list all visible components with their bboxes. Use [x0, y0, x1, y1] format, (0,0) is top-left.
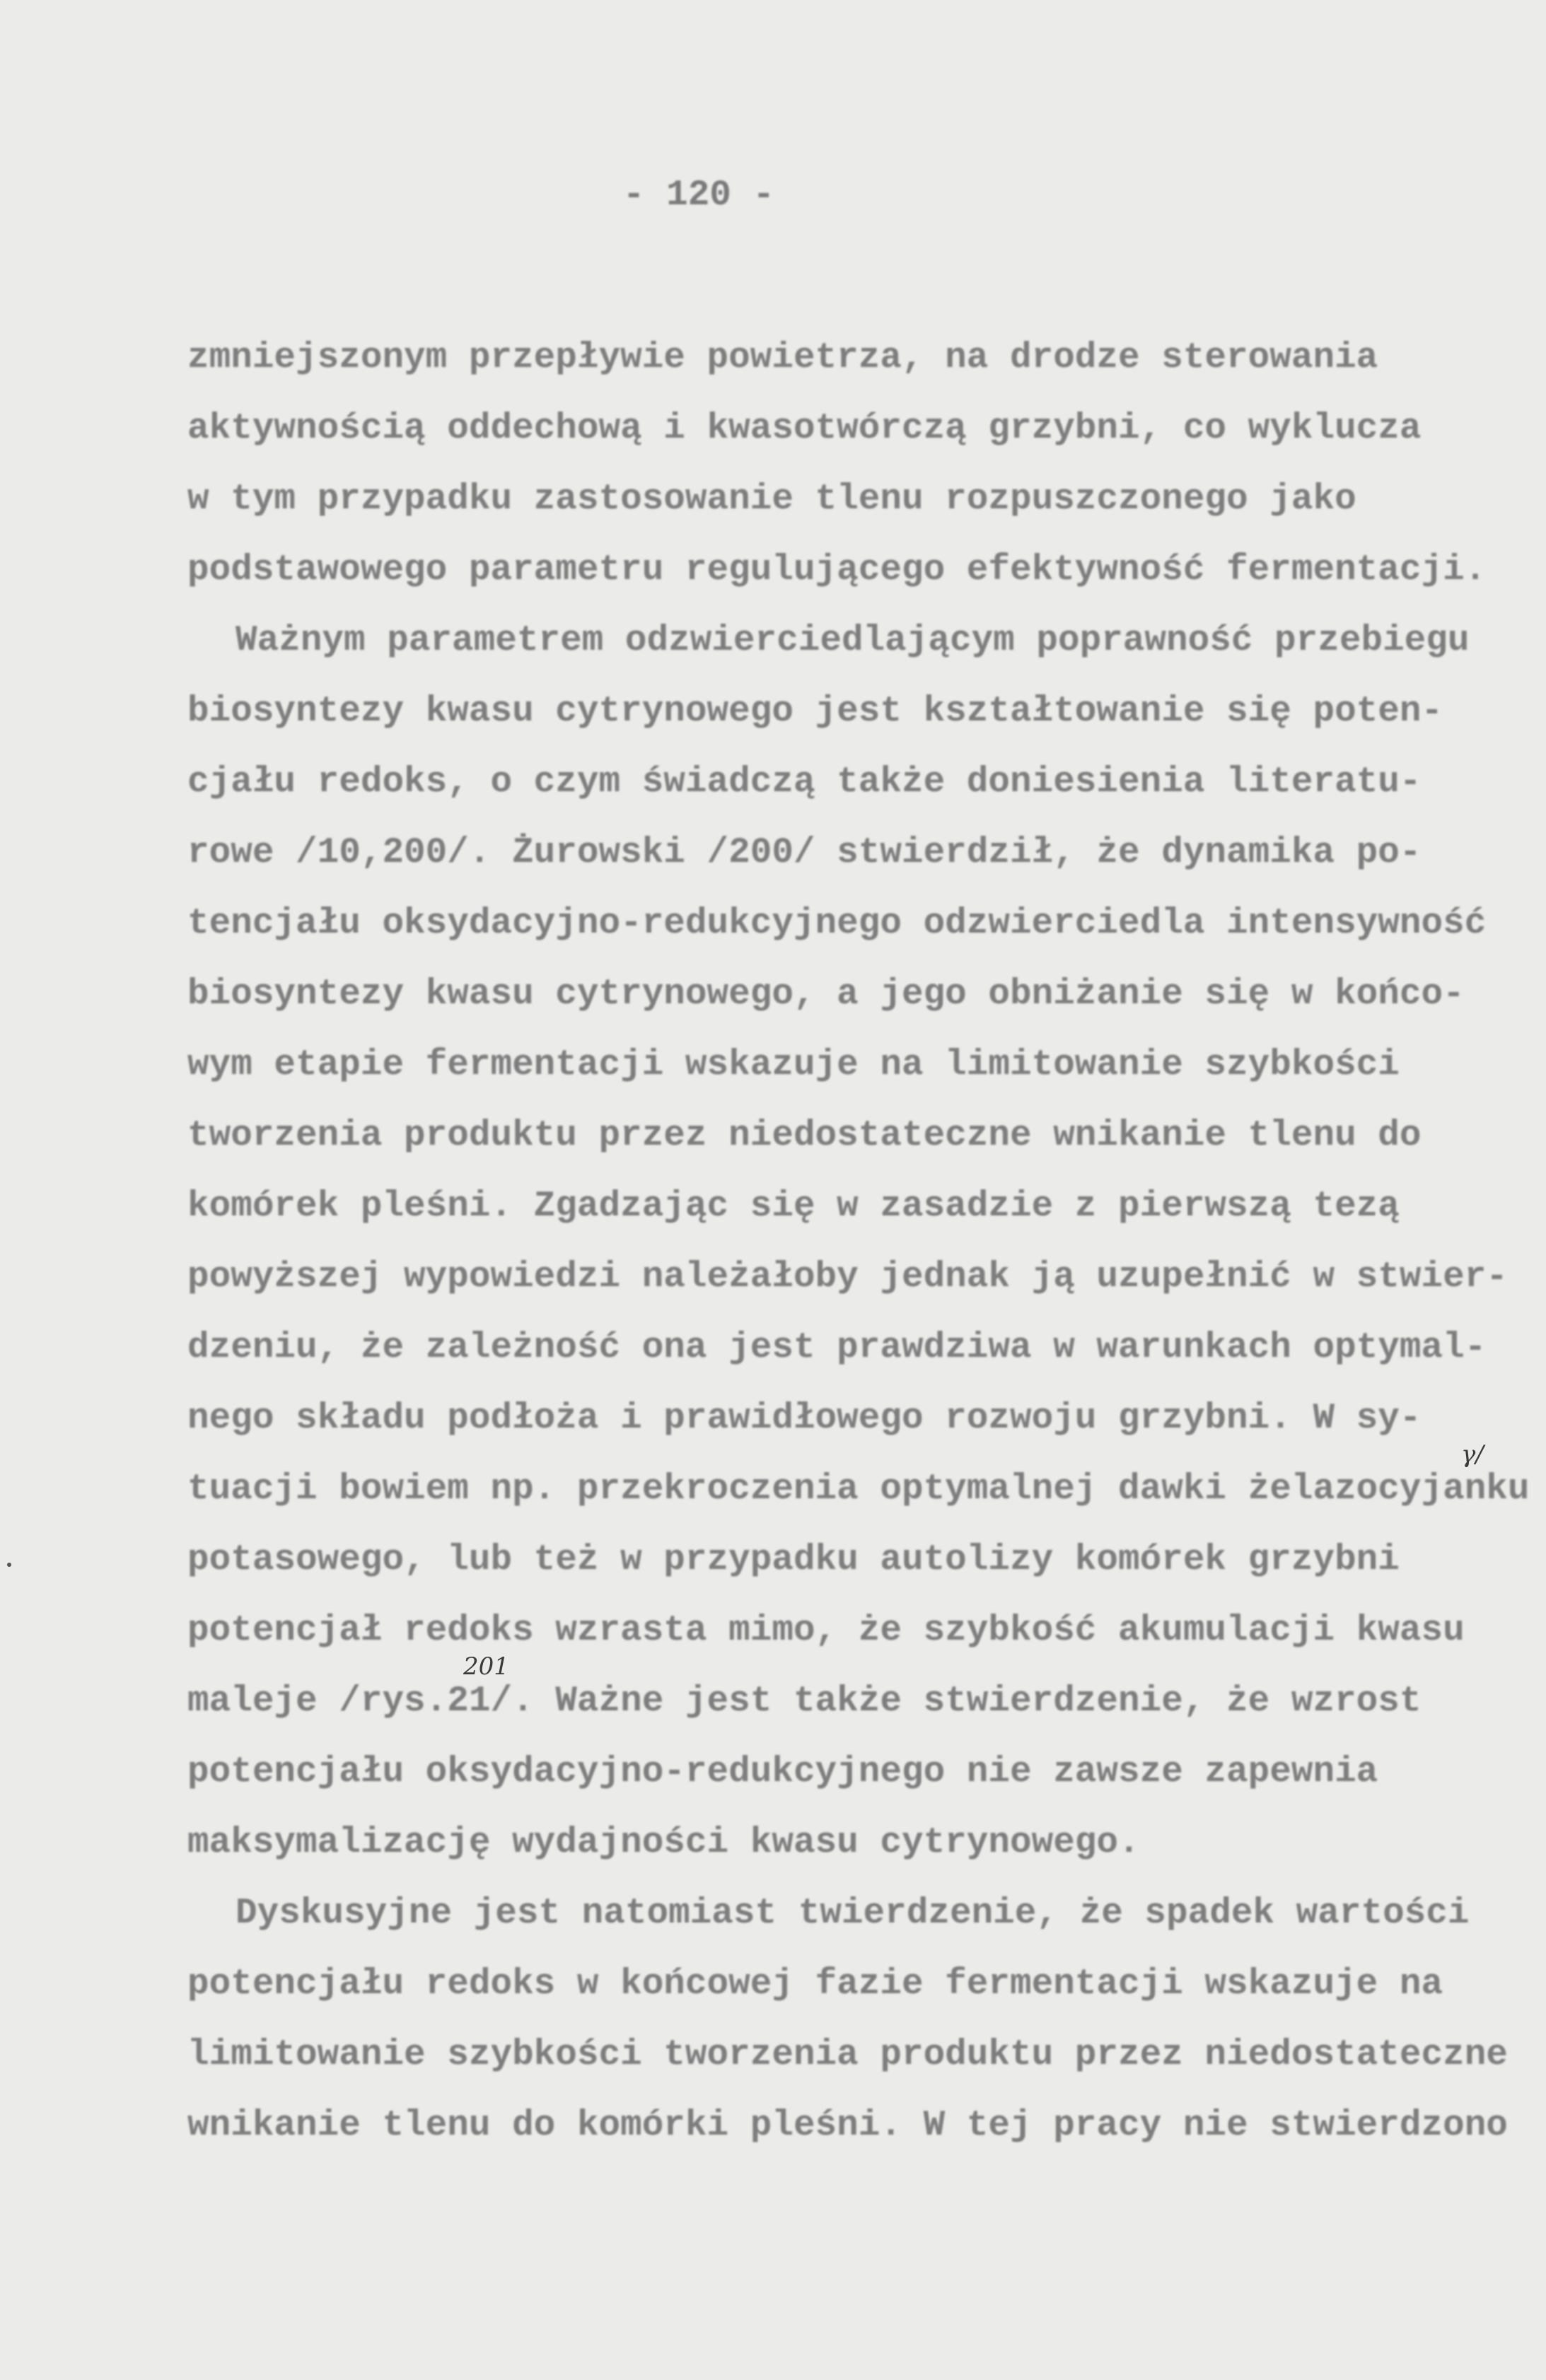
text-line: Ważnym parametrem odzwierciedlającym poprawność przebiegu — [236, 621, 1470, 661]
text-line: nego składu podłoża i prawidłowego rozwoju grzybni. W sy- — [187, 1399, 1422, 1439]
paragraph-2 — [187, 620, 1531, 1865]
text-line: maleje /rys.21/. Ważne jest także stwierdzenie, że wzrost — [187, 1681, 1422, 1722]
text-line: cjału redoks, o czym świadczą także doniesienia literatu- — [187, 762, 1422, 803]
text-line: potasowego, lub też w przypadku autolizy komórek grzybni — [187, 1540, 1400, 1580]
text-line: potencjału oksydacyjno-redukcyjnego nie zawsze zapewnia — [187, 1752, 1378, 1792]
margin-dot — [7, 1563, 11, 1567]
text-line: tuacji bowiem np. przekroczenia optymalnej dawki żelazocyjanku — [187, 1469, 1530, 1510]
text-line: maksymalizację wydajności kwasu cytrynowego. — [187, 1823, 1140, 1863]
text-line: zmniejszonym przepływie powietrza, na drodze sterowania — [187, 338, 1378, 378]
paragraph-1 — [187, 337, 1531, 592]
text-line: podstawowego parametru regulującego efektywność fermentacji. — [187, 550, 1487, 590]
text-line: tworzenia produktu przez niedostateczne wnikanie tlenu do — [187, 1116, 1422, 1156]
text-line: biosyntezy kwasu cytrynowego, a jego obniżanie się w końco- — [187, 974, 1465, 1015]
text-line: tencjału oksydacyjno-redukcyjnego odzwierciedla intensywność — [187, 904, 1487, 944]
text-line: rowe /10,200/. Żurowski /200/ stwierdził, że dynamika po- — [187, 833, 1422, 873]
text-line: komórek pleśni. Zgadzając się w zasadzie z pierwszą tezą — [187, 1186, 1400, 1227]
page-number: - 120 - — [622, 175, 775, 216]
handwritten-margin-mark: γ/ — [1461, 1440, 1484, 1469]
text-line: potencjał redoks wzrasta mimo, że szybkość akumulacji kwasu — [187, 1611, 1465, 1651]
paragraph-3 — [187, 1893, 1531, 2147]
text-line: Dyskusyjne jest natomiast twierdzenie, że spadek wartości — [236, 1894, 1470, 1934]
text-line: powyższej wypowiedzi należałoby jednak ją uzupełnić w stwier- — [187, 1257, 1508, 1297]
body-text — [187, 337, 1531, 2176]
text-line: biosyntezy kwasu cytrynowego jest kształtowanie się poten- — [187, 692, 1443, 732]
text-line: wym etapie fermentacji wskazuje na limitowanie szybkości — [187, 1045, 1400, 1085]
text-line: w tym przypadku zastosowanie tlenu rozpuszczonego jako — [187, 479, 1356, 520]
handwritten-figure-correction: 201 — [463, 1652, 509, 1681]
text-line: dzeniu, że zależność ona jest prawdziwa w warunkach optymal- — [187, 1328, 1487, 1368]
text-line: aktywnością oddechową i kwasotwórczą grzybni, co wyklucza — [187, 409, 1422, 449]
text-line: potencjału redoks w końcowej fazie fermentacji wskazuje na — [187, 1964, 1443, 2005]
text-line: wnikanie tlenu do komórki pleśni. W tej pracy nie stwierdzono — [187, 2106, 1508, 2146]
text-line: limitowanie szybkości tworzenia produktu przez niedostateczne — [187, 2035, 1508, 2075]
